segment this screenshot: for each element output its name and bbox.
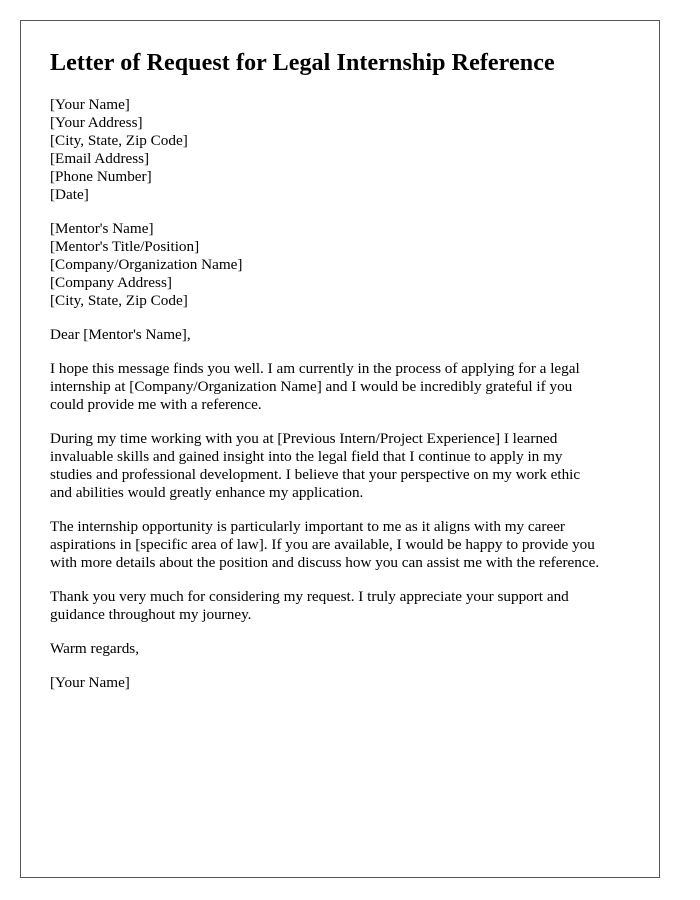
- letter-date: [Date]: [50, 186, 89, 203]
- sender-phone: [Phone Number]: [50, 168, 152, 185]
- body-paragraph-2: [50, 430, 640, 502]
- paragraph-line: aspirations in [specific area of law]. If you are available, I would be happy to provide you: [50, 536, 595, 553]
- paragraph-line: with more details about the position and discuss how you can assist me with the reference.: [50, 554, 600, 571]
- paragraph-line: During my time working with you at [Previous Intern/Project Experience] I learned: [50, 430, 558, 447]
- paragraph-line: invaluable skills and gained insight into the legal field that I continue to apply in my: [50, 448, 563, 465]
- sender-address-block: [50, 96, 640, 204]
- recipient-address-block: [50, 220, 640, 310]
- sender-city-state-zip: [City, State, Zip Code]: [50, 132, 188, 149]
- letter-title: Letter of Request for Legal Internship Reference: [50, 50, 555, 76]
- recipient-address: [Company Address]: [50, 274, 172, 291]
- paragraph-line: I hope this message finds you well. I am currently in the process of applying for a legal: [50, 360, 580, 377]
- salutation: Dear [Mentor's Name],: [50, 326, 191, 343]
- body-paragraph-1: [50, 360, 640, 414]
- recipient-organization: [Company/Organization Name]: [50, 256, 243, 273]
- recipient-city-state-zip: [City, State, Zip Code]: [50, 292, 188, 309]
- recipient-name: [Mentor's Name]: [50, 220, 154, 237]
- paragraph-line: The internship opportunity is particularly important to me as it aligns with my career: [50, 518, 565, 535]
- sender-address: [Your Address]: [50, 114, 143, 131]
- paragraph-line: internship at [Company/Organization Name] and I would be incredibly grateful if you: [50, 378, 573, 395]
- sender-email: [Email Address]: [50, 150, 150, 167]
- sender-name: [Your Name]: [50, 96, 130, 113]
- paragraph-line: could provide me with a reference.: [50, 396, 262, 413]
- paragraph-line: studies and professional development. I believe that your perspective on my work ethic: [50, 466, 581, 483]
- recipient-title: [Mentor's Title/Position]: [50, 238, 200, 255]
- paragraph-line: guidance throughout my journey.: [50, 606, 252, 623]
- letter-page: [20, 20, 660, 878]
- signature-name: [Your Name]: [50, 674, 130, 691]
- letter-content: [50, 48, 640, 692]
- paragraph-line: Thank you very much for considering my request. I truly appreciate your support and: [50, 588, 569, 605]
- body-paragraph-3: [50, 518, 640, 572]
- body-paragraph-4: [50, 588, 640, 624]
- closing: Warm regards,: [50, 640, 140, 657]
- paragraph-line: and abilities would greatly enhance my application.: [50, 484, 364, 501]
